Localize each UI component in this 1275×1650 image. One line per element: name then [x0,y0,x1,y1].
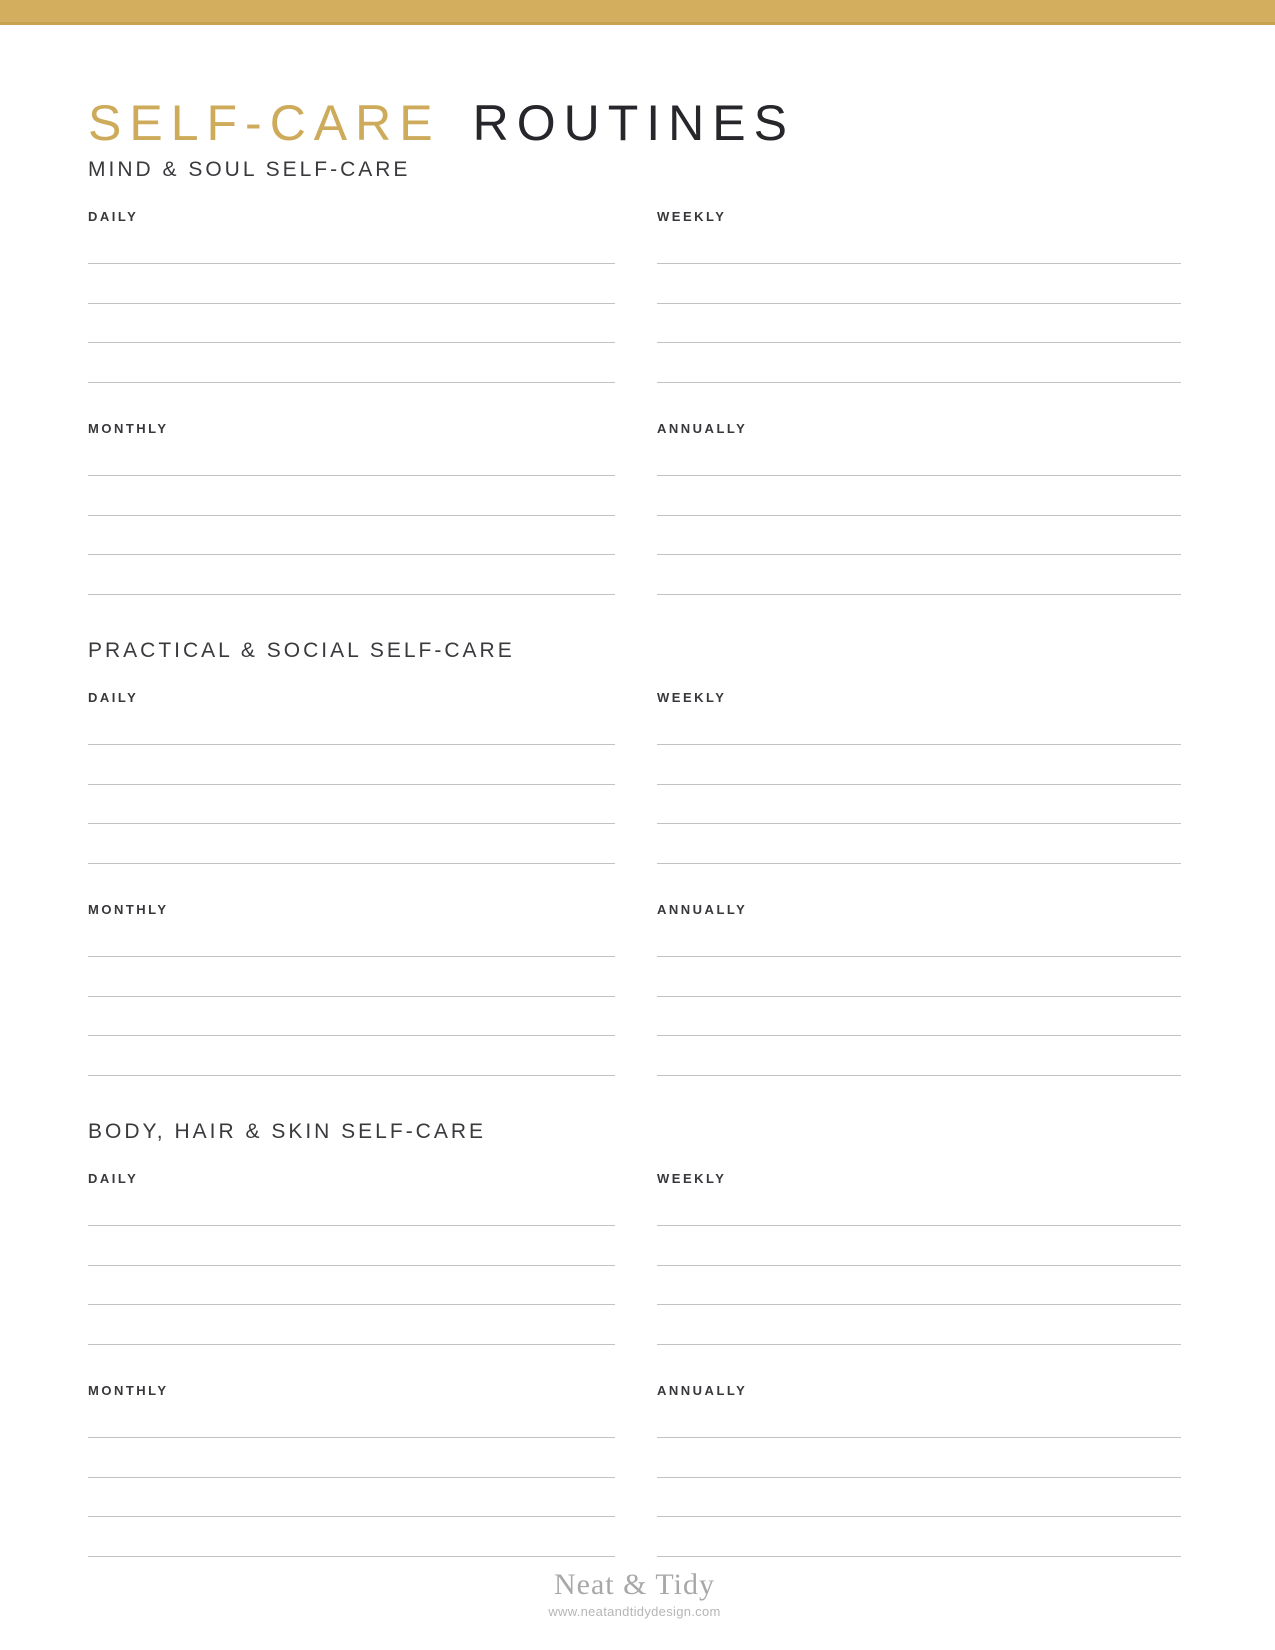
writing-line [88,1556,615,1557]
writing-line [88,1516,615,1517]
block-daily [88,1144,615,1345]
block-label-daily: DAILY [88,209,139,224]
section-practical-social [88,639,1181,1076]
block-weekly [657,182,1181,383]
writing-line [657,1225,1181,1226]
writing-line [657,303,1181,304]
block-label-annually: ANNUALLY [657,421,748,436]
block-label-annually: ANNUALLY [657,1383,748,1398]
writing-line [88,1304,615,1305]
writing-line [657,1556,1181,1557]
writing-line [657,784,1181,785]
page-title-rest: ROUTINES [472,94,795,151]
writing-line [88,956,615,957]
writing-line [88,1075,615,1076]
block-label-daily: DAILY [88,690,139,705]
page-title-highlight: SELF-CARE [88,94,441,151]
writing-line [88,1437,615,1438]
writing-line [657,1516,1181,1517]
section-mind-soul [88,158,1181,595]
writing-line [657,263,1181,264]
block-label-weekly: WEEKLY [657,209,727,224]
section-title: MIND & SOUL SELF-CARE [88,158,411,181]
writing-line [657,744,1181,745]
writing-line [88,996,615,997]
writing-line [657,1477,1181,1478]
block-label-weekly: WEEKLY [657,690,727,705]
block-annually [657,864,1181,1076]
block-annually [657,1345,1181,1557]
brand-name: Neat & Tidy [553,1568,716,1601]
block-label-annually: ANNUALLY [657,902,748,917]
writing-line [88,744,615,745]
writing-line [657,1265,1181,1266]
writing-line [657,996,1181,997]
routine-block-grid [88,1144,1181,1557]
top-accent-bar [0,0,1275,25]
writing-line [88,475,615,476]
section-body-hair-skin [88,1120,1181,1557]
writing-line [88,1225,615,1226]
block-annually [657,383,1181,595]
routine-block-grid [88,663,1181,1076]
block-weekly [657,1144,1181,1345]
routine-block-grid [88,182,1181,595]
writing-line [657,1035,1181,1036]
writing-line [88,554,615,555]
writing-line [88,823,615,824]
block-label-monthly: MONTHLY [88,1383,169,1398]
block-label-weekly: WEEKLY [657,1171,727,1186]
brand-website: www.neatandtidydesign.com [548,1604,721,1619]
writing-line [88,1265,615,1266]
block-monthly [88,864,615,1076]
writing-line [657,1437,1181,1438]
section-title: PRACTICAL & SOCIAL SELF-CARE [88,639,515,662]
block-weekly [657,663,1181,864]
footer [88,1569,1181,1619]
writing-line [88,303,615,304]
block-label-daily: DAILY [88,1171,139,1186]
writing-line [657,554,1181,555]
block-label-monthly: MONTHLY [88,902,169,917]
block-daily [88,663,615,864]
writing-line [88,263,615,264]
writing-line [657,342,1181,343]
writing-line [657,515,1181,516]
writing-line [88,1477,615,1478]
writing-line [88,342,615,343]
writing-line [657,1304,1181,1305]
block-label-monthly: MONTHLY [88,421,169,436]
writing-line [657,475,1181,476]
writing-line [657,1075,1181,1076]
block-monthly [88,1345,615,1557]
writing-line [657,594,1181,595]
writing-line [88,515,615,516]
writing-line [657,823,1181,824]
writing-line [88,594,615,595]
block-monthly [88,383,615,595]
writing-line [88,784,615,785]
block-daily [88,182,615,383]
writing-line [88,1035,615,1036]
section-title: BODY, HAIR & SKIN SELF-CARE [88,1120,487,1143]
page-title [88,94,795,151]
writing-line [657,956,1181,957]
